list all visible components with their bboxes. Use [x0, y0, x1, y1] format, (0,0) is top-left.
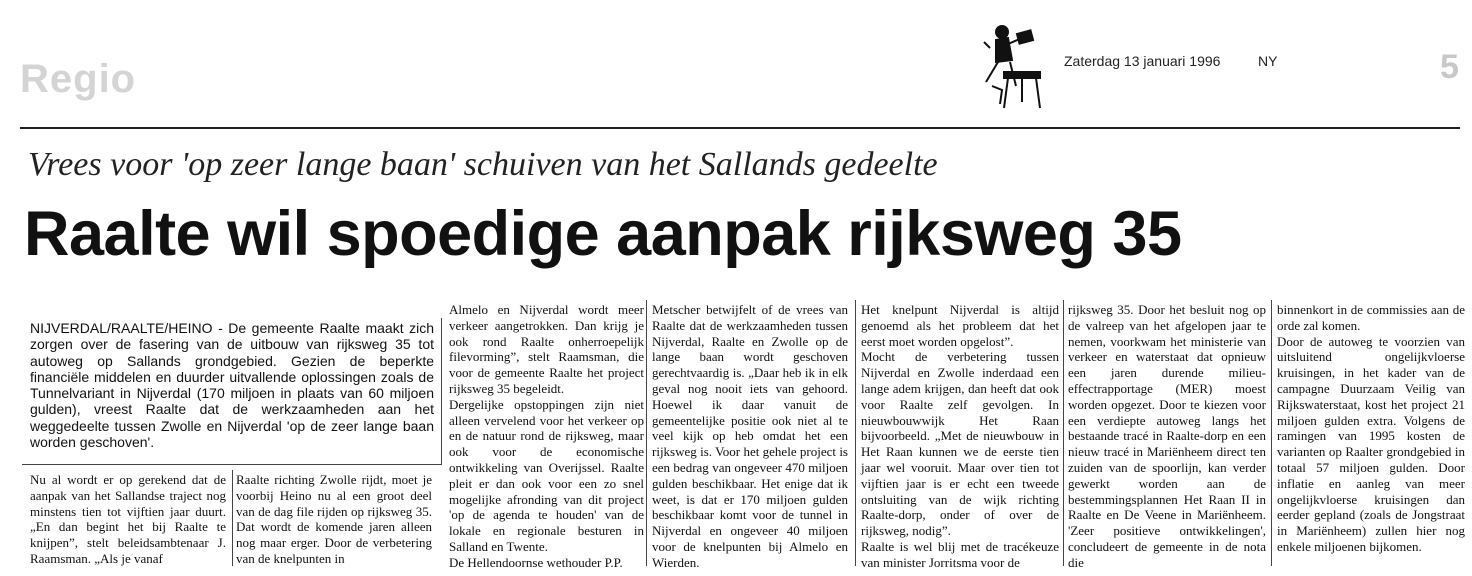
kicker-subheadline: Vrees voor 'op zeer lange baan' schuiven van het Sallands gedeelte [28, 146, 938, 183]
article-column: Raalte richting Zwolle rijdt, moet je voorbij Heino nu al een groot deel van de dag file rijden op rijksweg 35. Dat wordt de komende jaren alleen nog maar erger. Door de verbetering van de knelpunten in [236, 472, 432, 566]
article-column: Het knelpunt Nijverdal is altijd genoemd als het probleem dat het eerst moet worden opgelost”. Mocht de verbetering tussen Nijverdal en Zwolle inderdaad een lange adem krijgen, dan heeft dat ook voor Raalte zelf gevolgen. In nieuwbouwwijk Het Raan bijvoorbeeld. „Met de nieuwbouw in Het Raan kunnen we de eerste tien jaar wel vooruit. Maar over tien tot vijftien jaar is er echt een tweede ontsluiting van de wijk richting Raalte-dorp, onder of over de rijksweg, nodig”. Raalte is wel blij met de tracékeuze van minister Jorritsma voor de [861, 302, 1059, 570]
reading-figure-logo [982, 20, 1048, 112]
section-label: Regio [20, 57, 137, 101]
column-rule [646, 300, 647, 566]
lead-paragraph [30, 320, 434, 450]
column-rule [1063, 300, 1064, 566]
headline: Raalte wil spoedige aanpak rijksweg 35 [24, 199, 1182, 269]
article-column: Metscher betwijfelt of de vrees van Raalte dat de werkzaamheden tussen Nijverdal, Raalte en Zwolle op de lange baan wordt geschoven gerechtvaardig is. „Daar heb ik in elk geval nog nooit iets van gehoord. Hoewel ik daar vanuit de gemeentelijke positie ook niet al te veel kijk op heb omdat het een rijksweg is. Voor het gehele project is een bedrag van ongeveer 470 miljoen gulden beschikbaar. Het enige dat ik weet, is dat er 170 miljoen gulden beschikbaar komt voor de tunnel in Nijverdal en ongeveer 40 miljoen voor de knelpunten bij Almelo en Wierden. [652, 302, 848, 570]
column-rule [855, 300, 856, 566]
publication-date: Zaterdag 13 januari 1996 [1064, 53, 1221, 69]
lead-text: - De gemeente Raalte maakt zich zorgen over de fasering van de uitbouw van rijksweg 35 tot autoweg op Sallands grondgebied. Gezien de beperkte financiële middelen en duurder uitvallende oplossingen zoals de Tunnelvariant in Nijverdal (170 miljoen in plaats van 60 miljoen gulden), vreest Raalte dat de werkzaamheden aan het weggedeelte tussen Zwolle en Nijverdal 'op de zeer lange baan worden geschoven'. [30, 320, 434, 451]
edition-code: NY [1258, 53, 1278, 69]
article-column: Nu al wordt er op gerekend dat de aanpak van het Sallandse traject nog minstens tien tot vijftien jaar duurt. „En dan begint het bij Raalte te knijpen”, stelt beleidsambtenaar J. Raamsman. „Als je vanaf [30, 472, 226, 566]
masthead-rule [20, 127, 1460, 129]
column-rule [232, 470, 233, 566]
article-column: rijksweg 35. Door het besluit nog op de valreep van het afgelopen jaar te nemen, voorkwam het ministerie van verkeer en waterstaat dat opnieuw een jaren durende milieu-effectrapportage (MER) moest worden opgezet. Door te kiezen voor een verdiepte autoweg langs het bestaande tracé in Raalte-dorp en een nieuw tracé in Mariënheem direct ten zuiden van de spoorlijn, kan verder gewerkt worden aan de bestemmingsplannen Het Raan II in Raalte en De Veene in Mariënheem. 'Zeer positieve ontwikkelingen', concludeert de gemeente in de nota die [1068, 302, 1266, 570]
column-rule [1271, 300, 1272, 566]
page-number: 5 [1440, 48, 1459, 86]
dateline: NIJVERDAL/RAALTE/HEINO [30, 320, 213, 336]
lead-box-rule-bottom [22, 464, 442, 465]
article-column: binnenkort in de commissies aan de orde zal komen. Door de autoweg te voorzien van uitsluitend ongelijkvloerse kruisingen, in het kader van de campagne Duurzaam Veilig van Rijkswaterstaat, kost het project 21 miljoen gulden extra. Volgens de ramingen van 1995 kosten de varianten op Raalter grondgebied in totaal 57 miljoen gulden. Door inflatie en aanleg van meer ongelijkvloerse kruisingen dan eerder gepland (zoals de Jongstraat in Mariënheem) zullen hier nog enkele miljoenen bijkomen. [1277, 302, 1465, 554]
lead-box-rule-right [441, 318, 442, 464]
article-column: Almelo en Nijverdal wordt meer verkeer aangetrokken. Dan krijg je ook rond Raalte onherroepelijk filevorming”, stelt Raamsman, die voor de gemeente Raalte het project rijksweg 35 begeleidt. Dergelijke opstoppingen zijn niet alleen vervelend voor het verkeer op en de natuur rond de rijksweg, maar ook voor de economische ontwikkeling van Overijssel. Raalte pleit er dan ook voor een zo snel mogelijke afronding van dit project 'op de agenda te houden' van de lokale en regionale besturen in Salland en Twente. De Hellendoornse wethouder P.P. [449, 302, 644, 570]
